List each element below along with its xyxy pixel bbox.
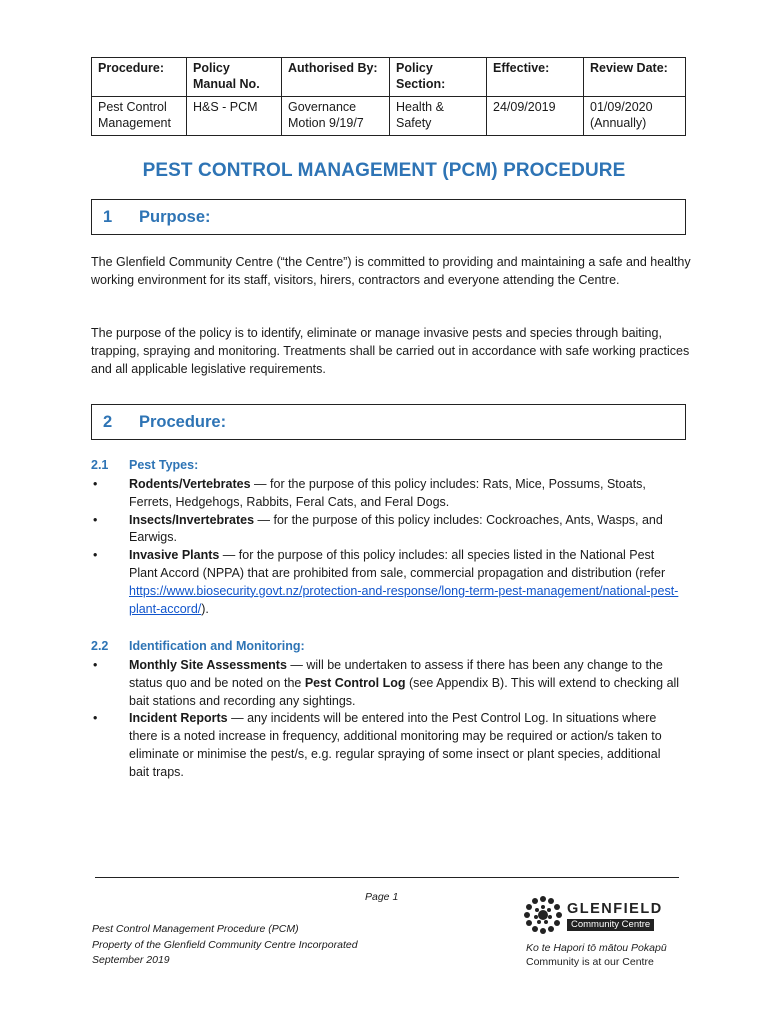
purpose-paragraph-1: The Glenfield Community Centre (“the Centre”) is committed to providing and maintaining a safe and healthy working environment for its staff, visitors, hirers, contractors and everyone attending the Centre. (91, 255, 691, 287)
meta-value-row (92, 97, 686, 136)
list-item (91, 512, 681, 548)
footer-text (92, 922, 358, 969)
policy-meta-table (91, 57, 686, 136)
page-number: Page 1 (365, 891, 399, 903)
logo-maori-tagline: Ko te Hapori tō mātou Pokapū (526, 942, 667, 954)
meta-header-policy-section: Policy Section: (390, 58, 487, 97)
section-number: 2 (103, 413, 113, 431)
meta-header-row (92, 58, 686, 97)
item-text: — for the purpose of this policy includes: Cockroaches, Ants, Wasps, and Earwigs. (129, 512, 663, 545)
meta-value-policy-section: Health & Safety (390, 97, 487, 136)
logo-name: GLENFIELD (567, 901, 663, 917)
logo-tagline: Community is at our Centre (526, 956, 654, 968)
nppa-link[interactable]: https://www.biosecurity.govt.nz/protection-and-response/long-term-pest-management/national-pest-plant-accord/ (129, 583, 679, 616)
section-label: Purpose: (139, 208, 211, 226)
item-term: Insects/Invertebrates (129, 512, 255, 527)
logo-mark-icon (523, 895, 563, 935)
subsection-number: 2.1 (91, 458, 109, 472)
footer-divider (95, 877, 679, 878)
meta-header-procedure: Procedure: (92, 58, 187, 97)
item-text: — any incidents will be entered into the Pest Control Log. In situations where there is a noted increase in frequency, additional monitoring may be required or action/s taken to eliminate or minimise the pest/s, e.g. regular spraying of some insect or plant species, additional bait traps. (129, 711, 662, 779)
section-heading-procedure (91, 404, 686, 440)
bullet-icon: • (93, 548, 98, 563)
list-item (91, 547, 681, 618)
identification-list (91, 657, 681, 782)
footer-line-2: Property of the Glenfield Community Centre Incorporated (92, 938, 358, 951)
section-heading-purpose (91, 199, 686, 235)
subsection-label: Pest Types: (129, 458, 199, 472)
footer-line-3: September 2019 (92, 954, 170, 966)
meta-value-authorised-by: Governance Motion 9/19/7 (282, 97, 390, 136)
subsection-heading-identification (91, 639, 305, 653)
subsection-heading-pest-types (91, 458, 198, 472)
subsection-number: 2.2 (91, 639, 109, 653)
item-term: Invasive Plants (129, 548, 220, 563)
list-item (91, 476, 681, 512)
bullet-icon: • (93, 711, 98, 726)
item-term: Rodents/Vertebrates (129, 477, 251, 491)
meta-value-review-date: 01/09/2020 (Annually) (584, 97, 686, 136)
item-term: Incident Reports (129, 711, 228, 726)
section-label: Procedure: (139, 413, 227, 431)
item-text: — for the purpose of this policy includes: Rats, Mice, Possums, Stoats, Ferrets, Hedgehogs, Rabbits, Feral Cats, and Feral Dogs. (129, 477, 646, 509)
meta-value-effective: 24/09/2019 (487, 97, 584, 136)
pest-types-list (91, 476, 681, 618)
list-item (91, 710, 681, 781)
meta-value-manual-no: H&S - PCM (187, 97, 282, 136)
meta-value-procedure: Pest Control Management (92, 97, 187, 136)
document-title: PEST CONTROL MANAGEMENT (PCM) PROCEDURE (142, 160, 626, 181)
section-number: 1 (103, 208, 113, 226)
item-text: (see Appendix B). This will extend to checking all bait stations and recording any sightings. (129, 675, 680, 708)
footer-line-1: Pest Control Management Procedure (PCM) (92, 923, 299, 935)
bullet-icon: • (93, 658, 98, 672)
purpose-paragraph-2: The purpose of the policy is to identify, eliminate or manage invasive pests and species through baiting, trapping, spraying and monitoring. Treatments shall be carried out in accordance with safe working practices and all applicable legislative requirements. (91, 326, 690, 376)
meta-header-authorised-by: Authorised By: (282, 58, 390, 97)
meta-header-review-date: Review Date: (584, 58, 686, 97)
bullet-icon: • (93, 477, 98, 491)
glenfield-logo (523, 895, 673, 975)
meta-header-manual-no: Policy Manual No. (187, 58, 282, 97)
bullet-icon: • (93, 512, 98, 527)
subsection-label: Identification and Monitoring: (129, 639, 305, 653)
list-item (91, 657, 681, 710)
item-text: — for the purpose of this policy includes: all species listed in the National Pest Plant Accord (NPPA) that are prohibited from sale, commercial propagation and distribution (refer (129, 548, 666, 580)
item-text-after: ). (201, 601, 209, 616)
logo-subtitle: Community Centre (567, 919, 654, 931)
item-text: — will be undertaken to assess if there has been any change to the status quo and be noted on the (129, 658, 663, 690)
item-term-secondary: Pest Control Log (304, 675, 406, 690)
meta-header-effective: Effective: (487, 58, 584, 97)
item-term: Monthly Site Assessments (129, 658, 287, 672)
